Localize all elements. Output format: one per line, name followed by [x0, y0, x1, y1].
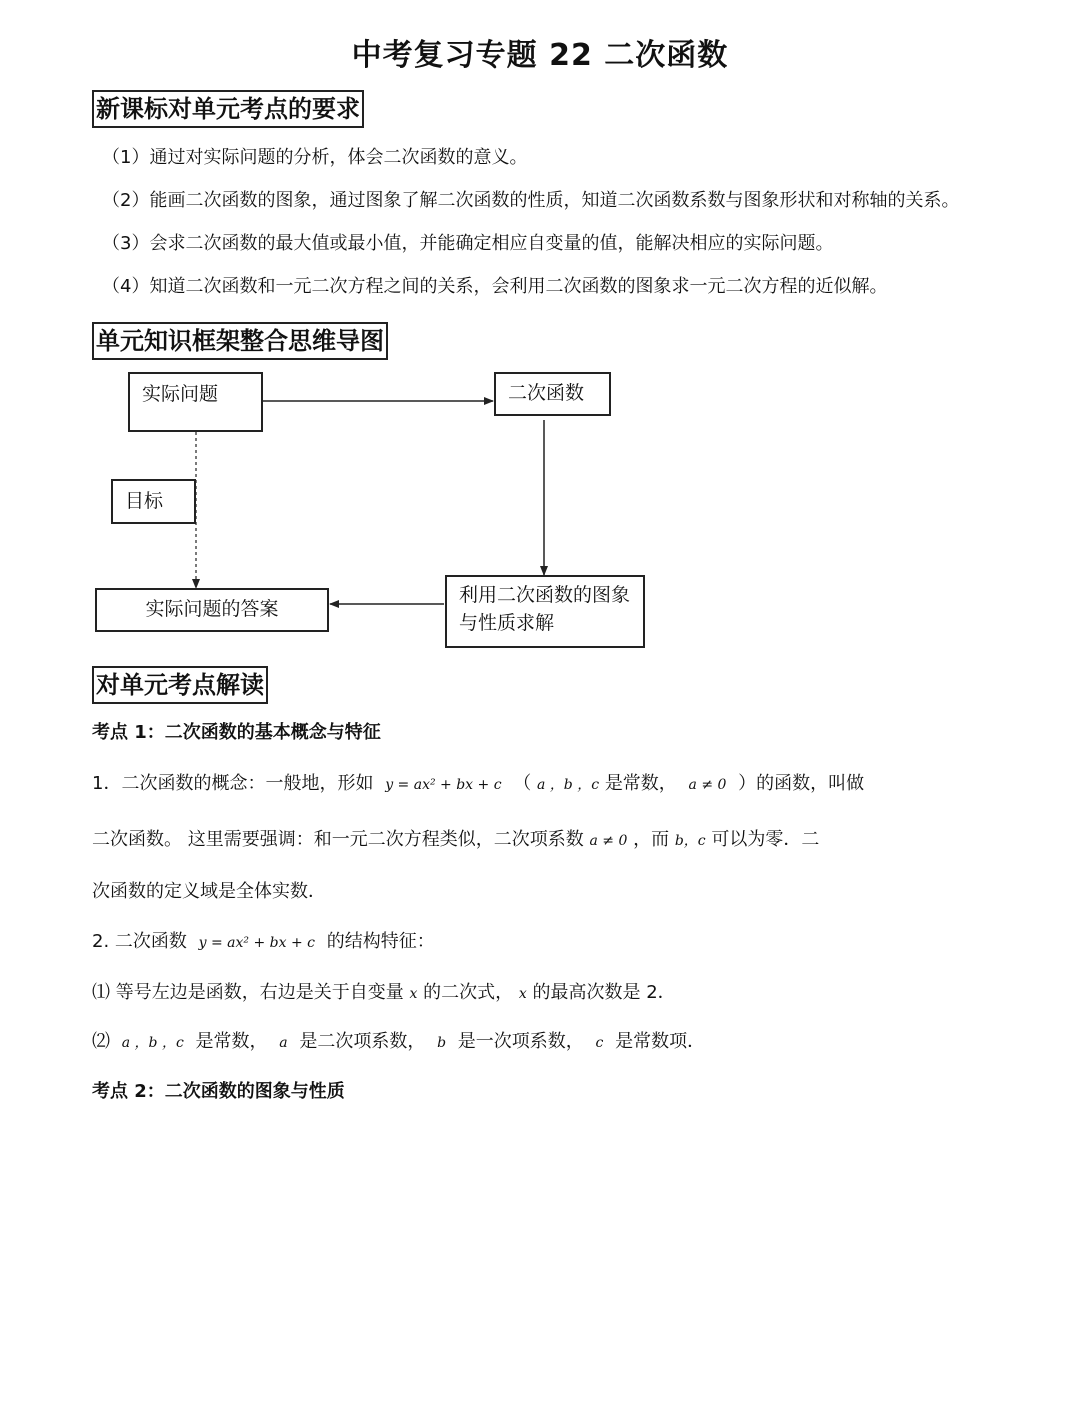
node-quadratic-function-label: 二次函数	[508, 382, 585, 404]
node-goal	[111, 479, 196, 524]
text-span: 2. 二次函数	[92, 931, 187, 952]
node-answer	[95, 588, 329, 632]
text-span: （	[513, 773, 532, 794]
text-span: ）的函数，叫做	[738, 773, 865, 794]
text-span: 是常数项．	[615, 1031, 706, 1052]
math-abc: a ，b ，c	[121, 1035, 184, 1051]
requirement-item-2: （2）能画二次函数的图象，通过图象了解二次函数的性质，知道二次函数系数与图象形状和对称轴的关系。	[102, 190, 960, 211]
math-a-not-zero: a ≠ 0	[688, 777, 727, 793]
text-span: 的二次式，	[423, 982, 514, 1003]
formula-quadratic: y = ax² + bx + c	[385, 777, 502, 793]
node-goal-label: 目标	[125, 490, 164, 512]
formula-quadratic: y = ax² + bx + c	[198, 935, 315, 951]
text-span: 可以为零．二	[711, 829, 820, 850]
section-heading-requirements: 新课标对单元考点的要求	[92, 90, 364, 128]
text-span: 二次函数。 这里需要强调：和一元二次方程类似，二次项系数	[92, 829, 584, 850]
text-span: 是一次项系数，	[457, 1031, 584, 1052]
math-x: x	[518, 986, 527, 1002]
text-span: 是二次项系数，	[299, 1031, 426, 1052]
structure-heading	[92, 929, 435, 956]
text-span: ⑴ 等号左边是函数，右边是关于自变量	[92, 982, 404, 1003]
point2-title: 考点 2：二次函数的图象与性质	[92, 1081, 345, 1102]
math-x: x	[409, 986, 418, 1002]
math-bc: b，c	[674, 833, 706, 849]
math-b: b	[437, 1035, 447, 1051]
requirement-item-4: （4）知道二次函数和一元二次方程之间的关系，会利用二次函数的图象求一元二次方程的近似解。	[102, 276, 888, 297]
math-a-not-zero: a ≠ 0	[589, 833, 628, 849]
text-span: ，而	[633, 829, 670, 850]
text-span: 的结构特征：	[326, 931, 435, 952]
requirement-item-3: （3）会求二次函数的最大值或最小值，并能确定相应自变量的值，能解决相应的实际问题。	[102, 233, 834, 254]
concept-paragraph-line3: 次函数的定义域是全体实数．	[92, 881, 326, 902]
concept-paragraph-line1	[92, 771, 864, 798]
math-c: c	[595, 1035, 604, 1051]
node-real-problem-label: 实际问题	[142, 383, 219, 405]
node-real-problem	[128, 372, 263, 432]
page-title: 中考复习专题 22 二次函数	[351, 38, 729, 73]
requirement-item-1: （1）通过对实际问题的分析，体会二次函数的意义。	[102, 147, 528, 168]
node-quadratic-function	[494, 372, 611, 416]
section-heading-interpretation: 对单元考点解读	[92, 666, 268, 704]
text-span: 1．二次函数的概念：一般地，形如	[92, 773, 374, 794]
text-span: 是常数，	[604, 773, 677, 794]
structure-item-2	[92, 1029, 705, 1056]
node-solve-label: 利用二次函数的图象与性质求解	[459, 584, 631, 634]
text-span: ⑵	[92, 1031, 110, 1052]
section-heading-mindmap: 单元知识框架整合思维导图	[92, 322, 388, 360]
math-a: a	[279, 1035, 288, 1051]
math-abc: a ，b ，c	[537, 777, 600, 793]
structure-item-1	[92, 980, 676, 1007]
concept-paragraph-line2	[92, 827, 819, 854]
text-span: 是常数，	[195, 1031, 268, 1052]
text-span: 的最高次数是 2．	[532, 982, 676, 1003]
point1-title: 考点 1：二次函数的基本概念与特征	[92, 722, 381, 743]
node-answer-label: 实际问题的答案	[145, 598, 279, 620]
node-solve	[445, 575, 645, 648]
